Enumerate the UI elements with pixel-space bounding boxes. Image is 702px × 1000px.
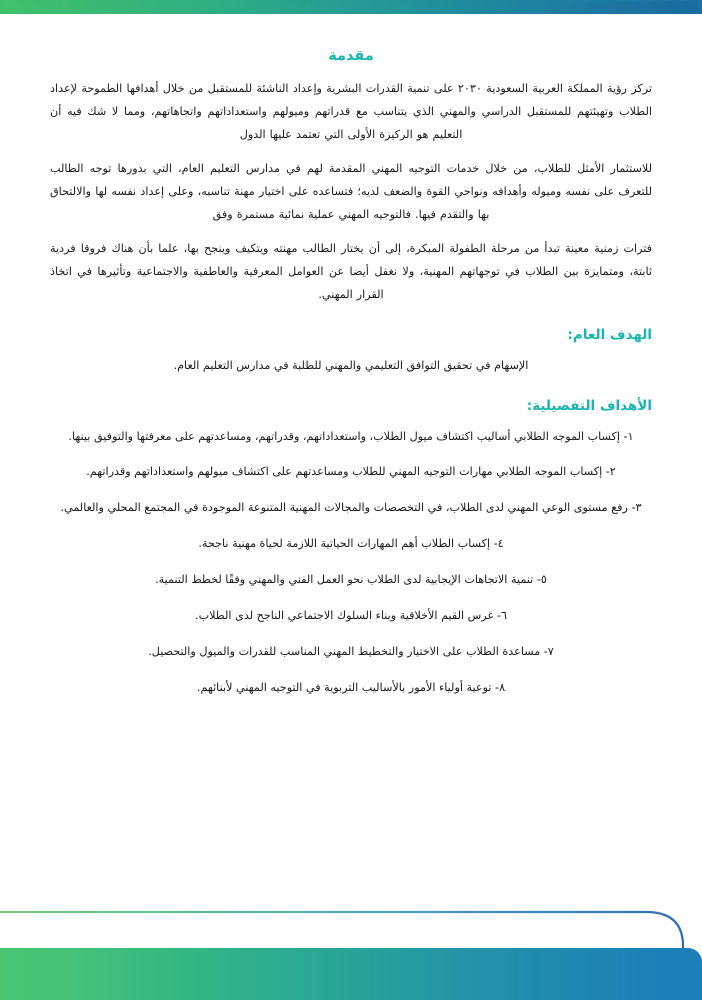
spacer [50,664,652,677]
spacer [50,414,652,426]
intro-paragraph-2: للاستثمار الأمثل للطلاب، من خلال خدمات التوجيه المهني المقدمة لهم في مدارس التعليم العام، التي بدورها توجه الطالب للتعرف على نفسه وميوله وأهدافه ونواحي القوة والضعف لديه؛ فتساعده على اختيار مهنة تناسبه، وعلى إعداد نفسه لها والالتحاق بها والتقدم فيها. فالتوجيه المهني عملية نمائية مستمرة وفق [50,161,652,221]
list-item: ٣- رفع مستوى الوعي المهني لدى الطلاب، في التخصصات والمجالات المهنية المتنوعة الموجودة في المجتمع المحلي والعالمي. [60,501,642,515]
spacer [50,378,652,398]
general-goal-text: الإسهام في تحقيق التوافق التعليمي والمهني للطلبة في مدارس التعليم العام. [173,358,529,372]
spacer [50,307,652,327]
list-item: ٦- غرس القيم الأخلاقية وبناء السلوك الاجتماعي الناجح لدى الطلاب. [195,609,507,623]
page-title: مقدمة [328,48,374,64]
top-decorative-bar [0,0,702,14]
footer-decoration [0,890,702,1000]
top-decorative-bar-inner [4,1,698,13]
spacer [50,520,652,533]
spacer [50,343,652,355]
spacer [50,556,652,569]
spacer [50,227,652,238]
spacer [50,484,652,497]
detailed-goals-heading: الأهداف التفصيلية: [526,397,652,414]
list-item: ٥- تنمية الاتجاهات الإيجابية لدى الطلاب نحو العمل الفني والمهني وفقًا لخطط التنمية. [155,573,547,587]
bottom-decorative-bar [0,948,702,1000]
footer-curve-line-icon [0,890,702,960]
detailed-goals-list [50,426,652,701]
spacer [50,628,652,641]
list-item: ٢- إكساب الموجه الطلابي مهارات التوجيه المهني للطلاب ومساعدتهم على اكتشاف ميولهم واستعداداتهم وقدراتهم. [86,465,616,479]
document-page [0,14,702,700]
list-item: ٤- إكساب الطلاب أهم المهارات الحياتية اللازمة لحياة مهنية ناجحة. [198,537,504,551]
general-goal-heading: الهدف العام: [567,326,652,343]
spacer [50,592,652,605]
spacer [50,448,652,461]
list-item: ١- إكساب الموجه الطلابي أساليب اكتشاف ميول الطلاب، واستعداداتهم، وقدراتهم، ومساعدتهم على معرفتها والتوفيق بينها. [68,429,634,443]
list-item: ٨- توعية أولياء الأمور بالأساليب التربوية في التوجيه المهني لأبنائهم. [196,681,506,695]
spacer [50,147,652,158]
intro-paragraph-3: فترات زمنية معينة تبدأ من مرحلة الطفولة المبكرة، إلى أن يختار الطالب مهنته ويتكيف وينجح بها، علما بأن هناك فروقا فردية ثابتة، ومتمايزة بين الطلاب في توجهاتهم المهنية، ولا نغفل أيضا عن العوامل المعرفية والعاطفية والاجتماعية وتأثيرها في اتخاذ القرار المهني. [50,241,652,301]
document-content [50,14,652,700]
intro-paragraph-1: تركز رؤية المملكة العربية السعودية ٢٠٣٠ على تنمية القدرات البشرية وإعداد الناشئة للمستقبل من خلال أهدافها الطموحة لإعداد الطلاب وتهيئتهم للمستقبل الدراسي والمهني الذي يتناسب مع قدراتهم وميولهم واستعداداتهم واتجاهاتهم، ومما لا شك فيه أن التعليم هو الركيزة الأولى التي تعتمد عليها الدول [50,82,652,141]
list-item: ٧- مساعدة الطلاب على الاختيار والتخطيط المهني المناسب للقدرات والميول والتحصيل. [148,645,554,659]
